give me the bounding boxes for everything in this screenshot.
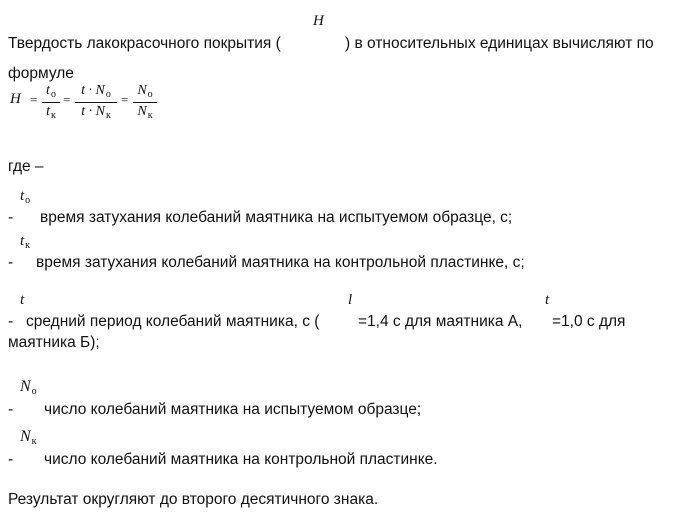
fraction-3: $N_o$ $N_к$ <box>133 83 157 124</box>
def-4-dash: - <box>8 401 14 418</box>
fraction-3-den: N <box>137 104 147 119</box>
def-1-symbol: $t_o$ <box>20 188 31 206</box>
def-4-text: число колебаний маятника на испытуемом образце; <box>44 401 422 418</box>
formula-eq-1: = <box>30 92 38 107</box>
fraction-1-num: t <box>46 83 50 98</box>
def-3-symbol-l: l <box>348 292 353 308</box>
intro-text-part2: ) в относительных единицах вычисляют по <box>345 35 654 52</box>
formula-eq-3: = <box>121 92 129 107</box>
def-3-symbol: t <box>20 292 25 308</box>
where-label: где – <box>8 158 44 175</box>
def-5-dash: - <box>8 451 14 468</box>
fraction-2-den: t · N <box>81 104 105 119</box>
intro-text-line2: формуле <box>8 65 74 82</box>
def-3-text-b: =1,4 с для маятника А, <box>358 313 523 330</box>
def-5-symbol: $N_к$ <box>20 428 37 447</box>
variable-h: H <box>313 13 324 29</box>
def-3-dash: - <box>8 313 14 330</box>
fraction-2: $t \cdot N_o$ $t \cdot N_к$ <box>75 83 117 124</box>
def-1-dash: - <box>8 209 14 226</box>
def-3-text-c: =1,0 с для <box>552 313 626 330</box>
fraction-1: $t_o$ $t_к$ <box>42 83 60 124</box>
fraction-1-den: t <box>46 104 51 119</box>
formula-eq-2: = <box>63 92 71 107</box>
intro-text-part1: Твердость лакокрасочного покрытия ( <box>8 35 281 52</box>
def-2-dash: - <box>8 254 14 271</box>
def-1-text: время затухания колебаний маятника на испытуемом образце, с; <box>40 209 513 226</box>
result-text: Результат округляют до второго десятичного знака. <box>8 491 379 508</box>
fraction-3-num: N <box>137 83 147 98</box>
formula-lhs: H <box>10 91 21 107</box>
def-5-text: число колебаний маятника на контрольной пластинке. <box>44 451 438 468</box>
def-3-text-d: маятника Б); <box>8 334 100 351</box>
def-3-text-a: средний период колебаний маятника, с ( <box>26 313 320 330</box>
fraction-2-num: t · N <box>81 83 105 98</box>
def-2-symbol: $t_к$ <box>20 233 31 251</box>
def-2-text: время затухания колебаний маятника на контрольной пластинке, с; <box>36 254 525 271</box>
def-4-symbol: $N_o$ <box>20 378 37 397</box>
def-3-symbol-t: t <box>545 292 550 308</box>
